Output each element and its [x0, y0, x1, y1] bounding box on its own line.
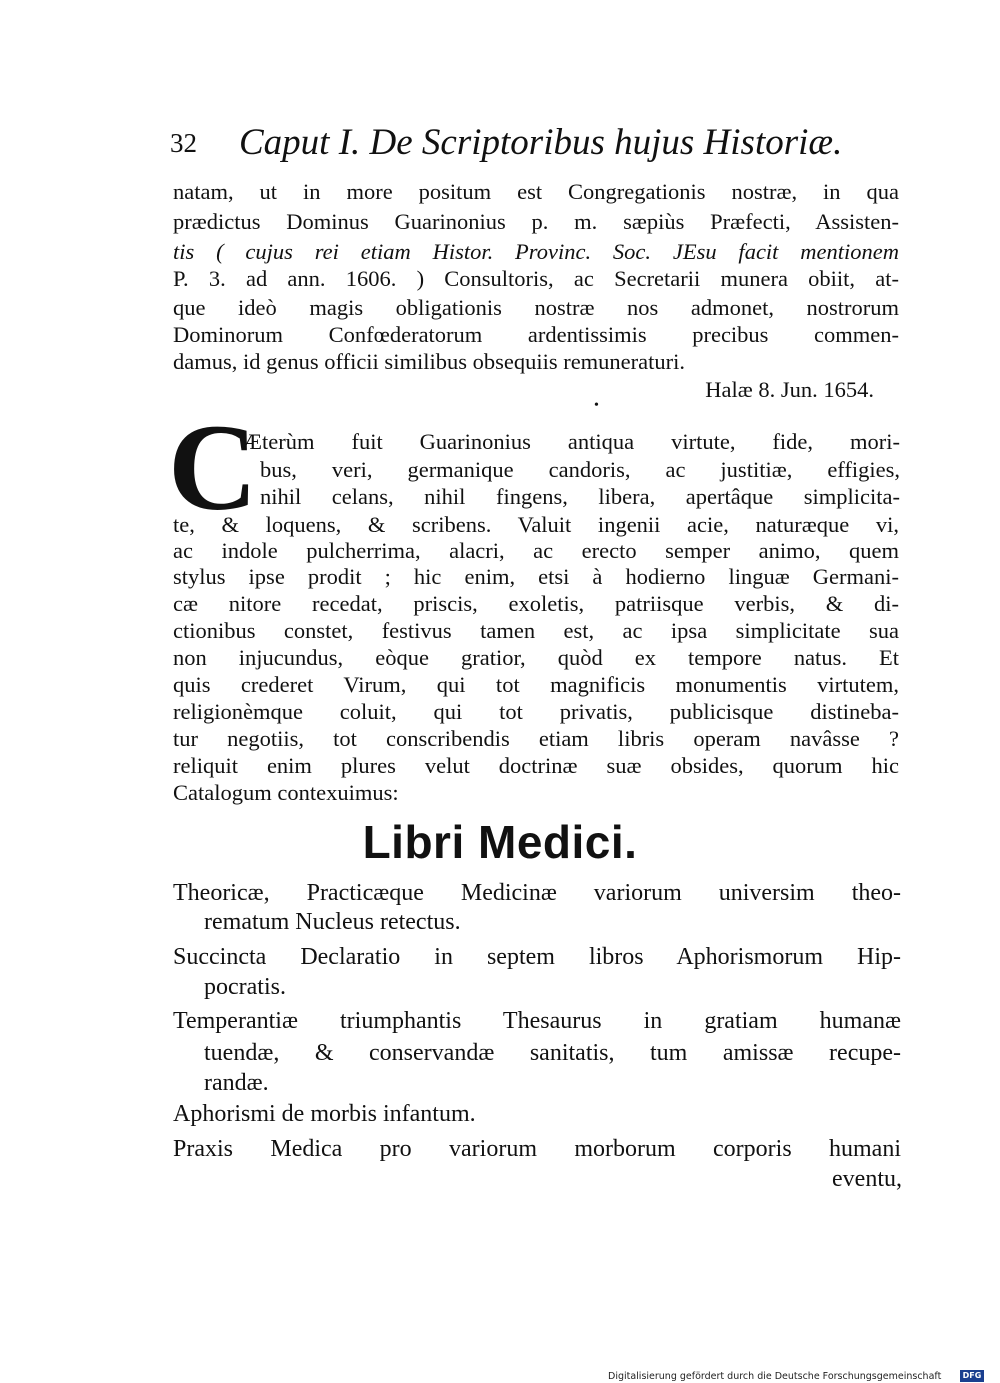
book-entry: Theoricæ, Practicæque Medicinæ variorum universim theo- — [173, 880, 901, 906]
body-line: stylus ipse prodit ; hic enim, etsi à hodierno linguæ Germani- — [173, 564, 899, 589]
body-line: ac indole pulcherrima, alacri, ac erecto semper animo, quem — [173, 538, 899, 563]
body-line: Æterùm fuit Guarinonius antiqua virtute, fide, mori- — [242, 429, 900, 454]
book-entry-continuation: tuendæ, & conservandæ sanitatis, tum amissæ recupe- — [204, 1040, 901, 1066]
intro-line: P. 3. ad ann. 1606. ) Consultoris, ac Secretarii munera obiit, at- — [173, 266, 899, 291]
section-heading: Libri Medici. — [362, 816, 638, 868]
page-number: 32 — [170, 128, 197, 158]
book-entry: Temperantiæ triumphantis Thesaurus in gratiam humanæ — [173, 1008, 901, 1034]
book-entry: Succincta Declaratio in septem libros Aphorismorum Hip- — [173, 944, 901, 970]
intro-line: tis ( cujus rei etiam Histor. Provinc. Soc. JEsu facit mentionem — [173, 239, 899, 264]
intro-line: natam, ut in more positum est Congregationis nostræ, in qua — [173, 179, 899, 204]
body-line: Catalogum contexuimus: — [173, 780, 399, 805]
running-title: Caput I. De Scriptoribus hujus Historiæ. — [239, 122, 843, 163]
body-line: tur negotiis, tot conscribendis etiam libris operam navâsse ? — [173, 726, 899, 751]
body-line: bus, veri, germanique candoris, ac justitiæ, effigies, — [260, 457, 900, 482]
book-entry-continuation: rematum Nucleus retectus. — [204, 909, 461, 935]
book-entry-continuation: eventu, — [832, 1166, 902, 1192]
body-line: quis crederet Virum, qui tot magnificis monumentis virtutem, — [173, 672, 899, 697]
drop-cap: C — [168, 399, 258, 536]
body-line: reliquit enim plures velut doctrinæ suæ obsides, quorum hic — [173, 753, 899, 778]
book-entry: Aphorismi de morbis infantum. — [173, 1101, 476, 1127]
intro-line: que ideò magis obligationis nostræ nos admonet, nostrorum — [173, 295, 899, 320]
intro-line: Dominorum Confœderatorum ardentissimis precibus commen- — [173, 322, 899, 347]
body-line: cæ nitore recedat, priscis, exoletis, patriisque verbis, & di- — [173, 591, 899, 616]
body-line: nihil celans, nihil fingens, libera, apertâque simplicita- — [260, 484, 900, 509]
book-entry-continuation: pocratis. — [204, 974, 286, 1000]
body-line: religionèmque coluit, qui tot privatis, publicisque distineba- — [173, 699, 899, 724]
date-line: Halæ 8. Jun. 1654. — [705, 377, 874, 402]
ornament-dot: • — [594, 398, 599, 413]
intro-line: damus, id genus officii similibus obsequiis remuneraturi. — [173, 349, 686, 374]
intro-line: prædictus Dominus Guarinonius p. m. sæpiùs Præfecti, Assisten- — [173, 209, 899, 234]
digitization-credit: Digitalisierung gefördert durch die Deutsche Forschungsgemeinschaft — [608, 1371, 942, 1382]
book-entry: Praxis Medica pro variorum morborum corporis humani — [173, 1136, 901, 1162]
body-line: non injucundus, eòque gratior, quòd ex tempore natus. Et — [173, 645, 899, 670]
body-line: te, & loquens, & scribens. Valuit ingenii acie, naturæque vi, — [173, 512, 899, 537]
dfg-logo: DFG — [960, 1370, 984, 1382]
body-line: ctionibus constet, festivus tamen est, ac ipsa simplicitate sua — [173, 618, 899, 643]
book-entry-continuation: randæ. — [204, 1070, 269, 1096]
running-head — [170, 118, 890, 168]
